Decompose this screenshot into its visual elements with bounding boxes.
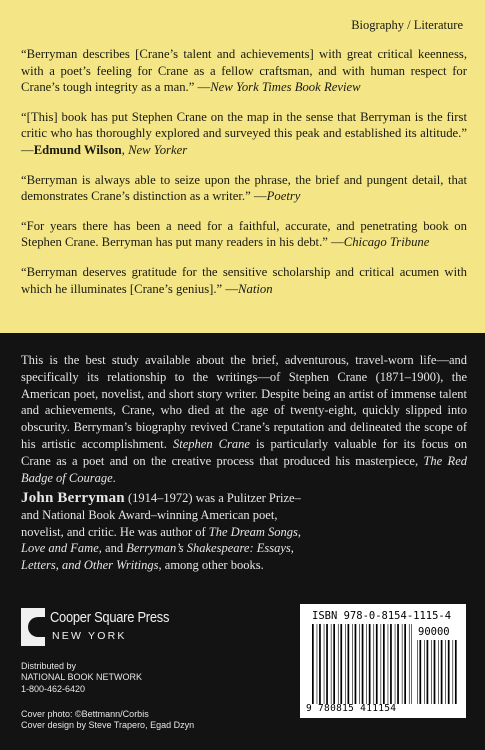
quote-author: Edmund Wilson (33, 142, 122, 157)
review-quote: “[This] book has put Stephen Crane on the map in the sense that Berryman is the first critic who has thoroughly explored and surveyed this peak and established its altitude.” —Edmund Wilson, New Yorker (21, 109, 467, 157)
barcode-bar (395, 624, 396, 704)
barcode-bar (381, 624, 382, 704)
barcode-bars (312, 624, 412, 704)
barcode-bar (438, 640, 439, 704)
barcode-bar (359, 624, 360, 704)
quote-source: Poetry (266, 189, 301, 204)
barcode-bar (455, 640, 457, 704)
ean-number: 9 780815 411154 (306, 703, 397, 714)
review-quote: “For years there has been a need for a faithful, accurate, and penetrating book on Stephen Crane. Berryman has put many readers in his debt.” —Chicago Tribune (21, 218, 467, 250)
barcode-bar (409, 624, 410, 704)
barcode-bar (404, 624, 406, 704)
author-name: John Berryman (21, 490, 125, 506)
barcode-bar (448, 640, 450, 704)
quote-source: New York Times Book Review (210, 80, 361, 95)
barcode-bar (338, 624, 339, 704)
barcode-bar (355, 624, 357, 704)
barcode-bar (419, 640, 421, 704)
barcode-bar (434, 640, 436, 704)
book-title: Stephen Crane (173, 436, 250, 451)
isbn-number: ISBN 978-0-8154-1115-4 (312, 610, 452, 622)
barcode-bar (333, 624, 335, 704)
quote-source: New Yorker (128, 142, 188, 157)
barcode-bar (324, 624, 325, 704)
category-label: Biography / Literature (351, 18, 463, 32)
barcode-bar (348, 624, 350, 704)
barcode-bar (383, 624, 385, 704)
barcode-bar (331, 624, 332, 704)
barcode-bar (424, 640, 425, 704)
publisher-logo (21, 608, 170, 656)
distribution-info: Distributed by NATIONAL BOOK NETWORK 1-800-462-6420 (21, 661, 143, 694)
review-section (0, 0, 485, 333)
barcode-bar (352, 624, 353, 704)
review-quote: “Berryman is always able to seize upon the phrase, the brief and pungent detail, that demonstrates Crane’s distinction as a writer.” —Poetry (21, 172, 467, 204)
barcode-bar (373, 624, 374, 704)
quote-source: Nation (238, 281, 273, 296)
barcode-bar (340, 624, 342, 704)
barcode-bar (390, 624, 392, 704)
barcode-bar (369, 624, 371, 704)
barcode-bar (453, 640, 454, 704)
price-code: 90000 (418, 626, 450, 638)
barcode (300, 604, 466, 718)
barcode-bar (317, 624, 318, 704)
barcode-bar (427, 640, 429, 704)
barcode-bar (388, 624, 389, 704)
review-quote: “Berryman deserves gratitude for the sensitive scholarship and critical acumen with which he illuminates [Crane’s genius].” —Nation (21, 264, 467, 296)
review-quotes (21, 46, 467, 310)
publisher-c-icon (21, 608, 45, 646)
barcode-bar (411, 624, 412, 704)
cover-credits: Cover photo: ©Bettmann/Corbis Cover design by Steve Trapero, Egad Dzyn (21, 709, 195, 731)
publisher-city: NEW YORK (52, 630, 127, 642)
barcode-bar (366, 624, 367, 704)
barcode-addon-bars (417, 640, 459, 704)
barcode-bar (445, 640, 446, 704)
barcode-bar (376, 624, 378, 704)
review-quote: “Berryman describes [Crane’s talent and achievements] with great critical keenness, with a poet’s feeling for Crane as a fellow craftsman, and with human respect for Crane’s tough integrity as a man.” —New York Times Book Review (21, 47, 467, 95)
publisher-name: Cooper Square Press (50, 609, 170, 626)
masterpiece-title: The Red Badge of Courage (21, 453, 467, 485)
book-description: This is the best study available about the brief, adventurous, travel-worn life—and specifically its relationship to the writings—of Stephen Crane (1871–1900), the American poet, novelist, and short story writer. Despite being an artist of immense talent and achievements, Crane, who died at the age of twenty-eight, quickly slipped into obscurity. Berryman’s biography revived Crane’s reputation and delineated the scope of his artistic accomplishment. Stephen Crane is particularly valuable for its focus on Crane as a poet and on the creative process that produced his masterpiece, The Red Badge of Courage. (21, 353, 467, 485)
quote-source: Chicago Tribune (343, 235, 430, 250)
barcode-bar (431, 640, 432, 704)
barcode-bar (397, 624, 399, 704)
barcode-bar (326, 624, 328, 704)
barcode-bar (319, 624, 321, 704)
barcode-bar (312, 624, 314, 704)
barcode-bar (362, 624, 364, 704)
barcode-bar (402, 624, 403, 704)
barcode-bar (417, 640, 418, 704)
barcode-bar (345, 624, 346, 704)
barcode-bar (441, 640, 443, 704)
description-section (0, 333, 485, 750)
author-bio: John Berryman (1914–1972) was a Pulitzer Prize– and National Book Award–winning American poet, novelist, and critic. He was author of The Dream Songs, Love and Fame, and Berryman’s Shakespeare: Essays, Letters, and Other Writings, among other books. (21, 490, 302, 573)
